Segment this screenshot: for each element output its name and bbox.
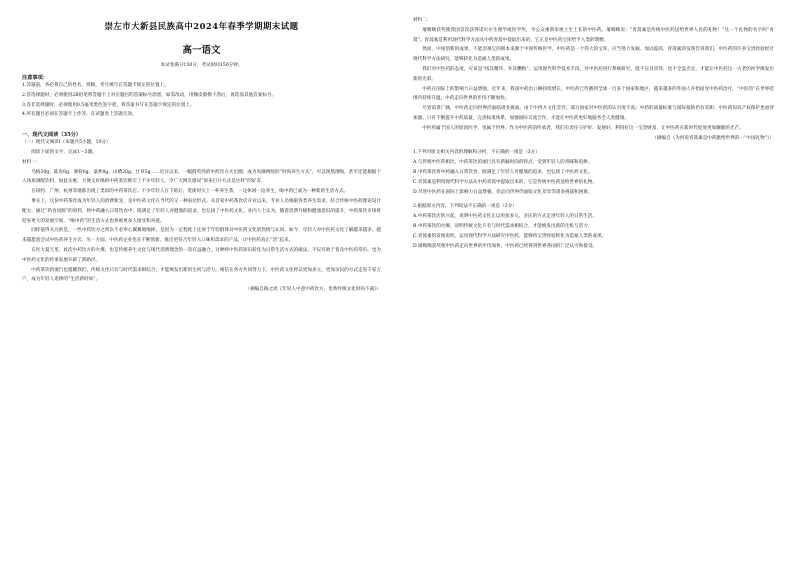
paragraph: 事实上，这份中药茶饮成为年轻人的消费新宠，是中医药文化在当代的又一种表达形式。从首家中药茶饮店开业以来，专业人员根据各类养生需求，结合传统中医药理论设计配方，通过“药食同源”的原料，将中药融入日常饮食中，既满足了年轻人对健康的追求，也弘扬了中医药文化。业内人士认为，随着消费升级和健康意识的提升，中药茶饮市场将迎来更大的发展空间，“喝中药”的生活方式也将被更多人接受和喜爱。	[22, 198, 381, 224]
option-d: D.屠呦呦获奖使中医药走向世界的步伐加快，中医药已经得到世界各国的广泛认可和接受。	[413, 243, 598, 249]
paragraph: 尽管前景广阔，中医药走向世界仍面临诸多挑战。由于中西方文化差异，部分国家对中医药的认可度不高；中药的质量标准与国际接轨仍有差距；中医药知识产权保护也亟待加强。只有不断提升中药质量，完善标准体系，加强国际交流合作，才能让中医药更好地服务全人类健康。	[413, 106, 774, 121]
option-b: B.中药茶饮的火爆，说明传统文化只有与时代需求相结合，才能焕发出新的生机与活力。	[413, 223, 593, 229]
paragraph: 然而，中国创新的成果，不能忽视它的根本来源于中国传统医学。中医药是一个伟大的宝库，应当努力发掘，加以提高。青蒿素的发现告诉我们，中医药的许多宝贵经验经过现代科学方法研究，能够转化为造福人类的成果。	[413, 47, 774, 63]
instruction-item: 2.答选择题时，必须使用2B铅笔将答题卡上对应题目的答案标号涂黑，如需改动，用橡皮擦擦干净后，再选涂其他答案标号。	[22, 92, 277, 98]
paragraph: 同样值得关注的是，一些中药饮方之所以不必奉心翼翼地喝掉，是因为一定程度上还原于年轻群体对中医药文化的热情与认同。如今，年轻人对中医药文化了解越来越多，越来越愿意尝试中医药养生方式；另一方面，中医药企业也在不断创新，推出更符合年轻人口味和需求的产品，让中医药真正“活”起来。	[22, 228, 381, 244]
source-note: （摘编自路之瑶《年轻人中意中药饮方，优秀传统文化时尚不减》）	[245, 287, 381, 293]
paragraph: 在医大夏天里，此次中药饮方的火爆，也是传统养生文化与现代消费理念的一次有益融合。这种将中医药知识转化为日常生活方式的做法，不仅有助于普及中医药常识，也为中医药文化的传承发展开辟了新路径。	[22, 247, 381, 263]
paragraph: 我们对中医药的态度，应该是“扬其精华、弃其糟粕”。运用现代科学技术手段，对中医药进行系统研究，既不盲目崇拜，也不全盘否定，才能让中医药这一古老的医学焕发出新的光彩。	[413, 66, 774, 82]
material-label: 材料二：	[413, 18, 432, 23]
option-a: A.中药茶饮店的兴起，说明中医药文化正以更加多元、亲民的方式走进年轻人的日常生活。	[413, 214, 597, 220]
material-label: 材料一：	[22, 159, 41, 165]
instructions-heading: 注意事项：	[22, 75, 48, 81]
option-d: D.尽管中医药在国际上影响力日益增强，但走向世界仍面临文化差异等诸多挑战和困难。	[413, 189, 593, 195]
exam-title: 崇左市大新县民族高中2024年春季学期期末试题	[104, 21, 299, 31]
paragraph: 中药在国际上的影响力日益增强。近年来，我国中药出口额持续增长，中医药已传播到全球一百多个国家和地区，越来越多的外国人开始接受中医药治疗。“中医热”在世界范围内持续升温，中药走向世界的步伐不断加快。	[413, 86, 774, 102]
source-note: （摘编自《为何说青蒿素是中药献给世界的一“中国礼物”》）	[652, 135, 774, 141]
subsection-heading: （一）现代文阅读Ⅰ（本题共5小题，19分）	[22, 140, 111, 146]
question-1: 1.下列对原文相关内容的理解和分析，不正确的一项是（3分）	[413, 150, 540, 156]
option-c: C.青蒿素是利用现代科学方法从中药青蒿中提取出来的，它是传统中医药送给世界的礼物。	[413, 179, 597, 185]
paragraph: 中药茶饮的流行也提醒我们，传统文化只有与时代需求相结合，才能焕发出新的生机与活力。相信在各方共同努力下，中医药文化将以更加多元、更加亲民的方式走进千家万户，成为年轻人追捧的“生活新时尚”。	[22, 267, 381, 283]
paragraph: 乌梅30g、陈皮6g、薄荷6g、桑葚8g、山楂20g、甘草5g……近日以来，一幅群英汤的中药饮方火出圈，成为风靡网络的“时尚养生方式”，可以现熬现喝，甚至还能根据个人体质调配饮料，如此实惠、方便又好喝的中药茶饮吸引了不少年轻人，令广大网友感叹“原来打开方式是这样”的好奇。	[22, 169, 381, 185]
instruction-item: 1.答题前，务必将自己的姓名、班级、考号填写在答题卡规定的位置上。	[22, 83, 169, 88]
exam-meta: 本试卷满分150分，考试时间150分钟。	[160, 63, 243, 68]
paragraph: 屠呦呦获奖使我国首次获得诺贝尔生理学或医学奖，令公众重新审视土生土长的中医药。屠呦呦说：“青蒿素是传统中医药送给世界人民的礼物！”这一个礼物的名字叫“青蒿”。青蒿素是利用现代科学方法从中药青蒿中提取出来的，它正是中医药宝库给予人类的馈赠。	[413, 27, 774, 43]
paragraph: 在纽约、广州、杭州等地都出现了类似的中药茶饮店。不少年轻人在下班后、逛街时买上一杯养生茶，一边休闲一边养生，喝中药已成为一种新的生活方式。	[31, 189, 349, 195]
paragraph: 中医药属于国人的原创医学，也属于世界。作为中医药的传承者，我们有责任守护好、发展好、利用好这一宝贵财富，让中医药在新时代绽放更加耀眼的光芒。	[422, 125, 744, 131]
exam-subtitle: 高一语文	[182, 45, 221, 56]
instruction-item: 4.所有题目必须在答题卡上作答，在试题卷上答题无效。	[22, 112, 137, 118]
instruction-item: 3.答非选择题时，必须使用0.5毫米黑色签字笔，将答案书写在答题卡规定的位置上。	[22, 102, 195, 108]
read-prompt: 阅读下面的文字，完成1～5题。	[31, 149, 97, 155]
option-c: C.青蒿素的发现说明，运用现代科学方法研究中医药，能够将宝贵经验转化为造福人类的成果。	[413, 233, 607, 239]
section-heading: 一、现代文阅读（35分）	[22, 132, 82, 139]
question-2: 2.根据原文内容，下列说法不正确的一项是（3分）	[413, 204, 517, 210]
option-a: A.与传统中医药相比，中药茶饮的流行具有新颖时尚的特点，受到年轻人的青睐和追捧。	[413, 160, 593, 166]
right-page	[397, 0, 794, 561]
option-b: B.中药茶饮将中药融入日常饮食，既满足了年轻人对健康的追求，也弘扬了中医药文化。	[413, 169, 593, 175]
